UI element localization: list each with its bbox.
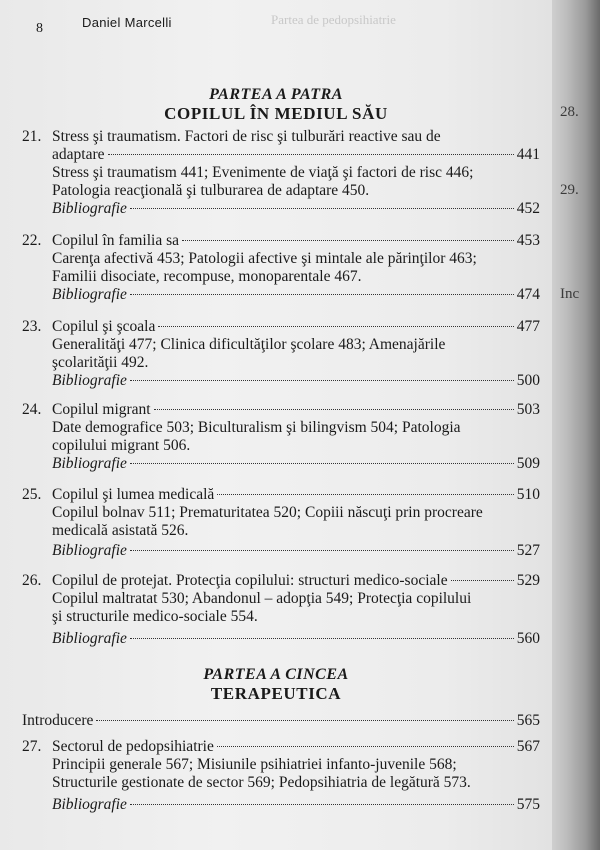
chapter-topics: Generalităţi 477; Clinica dificultăţilor şcolare 483; Amenajările bbox=[52, 336, 446, 353]
part-five-title: TERAPEUTICA bbox=[210, 684, 342, 703]
toc-entry-24 bbox=[22, 401, 540, 473]
show-through-text: Partea de pedopsihiatrie bbox=[271, 12, 396, 27]
chapter-page: 477 bbox=[516, 318, 540, 335]
page-number: 8 bbox=[36, 21, 43, 36]
bibliography-label: Bibliografie bbox=[52, 630, 127, 647]
chapter-topics: Stress şi traumatism 441; Evenimente de viaţă şi factori de risc 446; bbox=[52, 164, 474, 181]
chapter-topics-cont: şi structurile medico-sociale 554. bbox=[52, 608, 258, 625]
dot-leader bbox=[451, 580, 514, 581]
chapter-topics: Copilul bolnav 511; Prematuritatea 520; Copiii născuţi prin procreare bbox=[52, 504, 483, 521]
chapter-topics-cont: Structurile gestionate de sector 569; Pedopsihiatria de legătură 573. bbox=[52, 774, 471, 791]
bibliography-label: Bibliografie bbox=[52, 796, 127, 813]
bibliography-label: Bibliografie bbox=[52, 200, 127, 217]
dot-leader bbox=[96, 720, 513, 721]
chapter-topics-cont: copilului migrant 506. bbox=[52, 437, 191, 454]
bibliography-page: 452 bbox=[516, 200, 540, 217]
chapter-topics: Copilul maltratat 530; Abandonul – adopţia 549; Protecţia copilului bbox=[52, 590, 472, 607]
chapter-page: 503 bbox=[516, 401, 540, 418]
bibliography-label: Bibliografie bbox=[52, 286, 127, 303]
dot-leader bbox=[217, 494, 513, 495]
bibliography-page: 509 bbox=[516, 455, 540, 472]
chapter-page: 567 bbox=[516, 738, 540, 755]
chapter-title: Copilul migrant bbox=[52, 401, 151, 418]
chapter-number: 26. bbox=[22, 572, 42, 589]
running-head bbox=[36, 12, 516, 34]
chapter-topics: Date demografice 503; Biculturalism şi bilingvism 504; Patologia bbox=[52, 419, 461, 436]
chapter-title: Copilul de protejat. Protecţia copilului: structuri medico-sociale bbox=[52, 572, 448, 589]
adjacent-page-fragment: Inc bbox=[560, 286, 580, 302]
chapter-title: Sectorul de pedopsihiatrie bbox=[52, 738, 214, 755]
toc-entry-23 bbox=[22, 318, 540, 390]
chapter-number: 24. bbox=[22, 401, 42, 418]
part-four-title: COPILUL ÎN MEDIUL SĂU bbox=[164, 104, 388, 123]
dot-leader bbox=[130, 463, 514, 464]
dot-leader bbox=[130, 638, 514, 639]
chapter-page: 441 bbox=[516, 146, 540, 163]
chapter-title-cont: adaptare bbox=[52, 146, 105, 163]
chapter-topics-cont: medicală asistată 526. bbox=[52, 522, 189, 539]
dot-leader bbox=[130, 294, 514, 295]
chapter-title: Copilul în familia sa bbox=[52, 232, 179, 249]
bibliography-page: 500 bbox=[516, 372, 540, 389]
part-four-heading bbox=[0, 86, 552, 124]
author-name: Daniel Marcelli bbox=[82, 15, 172, 30]
bibliography-label: Bibliografie bbox=[52, 455, 127, 472]
chapter-title: Stress şi traumatism. Factori de risc şi tulburări reactive sau de bbox=[52, 128, 441, 145]
bibliography-label: Bibliografie bbox=[52, 372, 127, 389]
bibliography-page: 575 bbox=[516, 796, 540, 813]
toc-entry-21 bbox=[22, 128, 540, 218]
dot-leader bbox=[182, 240, 514, 241]
chapter-number: 22. bbox=[22, 232, 42, 249]
dot-leader bbox=[108, 154, 514, 155]
toc-entry-22 bbox=[22, 232, 540, 304]
bibliography-page: 474 bbox=[516, 286, 540, 303]
adjacent-page-fragment: 28. bbox=[560, 104, 579, 120]
dot-leader bbox=[158, 326, 513, 327]
chapter-page: 453 bbox=[516, 232, 540, 249]
part-five-heading bbox=[0, 666, 552, 704]
chapter-number: 21. bbox=[22, 128, 42, 145]
bibliography-label: Bibliografie bbox=[52, 542, 127, 559]
dot-leader bbox=[130, 208, 514, 209]
chapter-topics: Carenţa afectivă 453; Patologii afective şi mintale ale părinţilor 463; bbox=[52, 250, 477, 267]
chapter-number: 23. bbox=[22, 318, 42, 335]
part-four-label: PARTEA A PATRA bbox=[209, 86, 343, 103]
introduction-page: 565 bbox=[516, 712, 540, 729]
toc-entry-27 bbox=[22, 738, 540, 814]
dot-leader bbox=[130, 550, 514, 551]
introduction-title: Introducere bbox=[22, 712, 94, 729]
chapter-page: 529 bbox=[516, 572, 540, 589]
bibliography-page: 560 bbox=[516, 630, 540, 647]
chapter-topics-cont: Familii disociate, recompuse, monoparentale 467. bbox=[52, 268, 362, 285]
bibliography-page: 527 bbox=[516, 542, 540, 559]
chapter-page: 510 bbox=[516, 486, 540, 503]
adjacent-page-edge bbox=[552, 0, 600, 850]
dot-leader bbox=[130, 380, 514, 381]
chapter-number: 25. bbox=[22, 486, 42, 503]
dot-leader bbox=[154, 409, 514, 410]
toc-entry-introduction bbox=[22, 712, 540, 730]
chapter-number: 27. bbox=[22, 738, 42, 755]
dot-leader bbox=[130, 804, 514, 805]
part-five-label: PARTEA A CINCEA bbox=[203, 666, 349, 683]
chapter-title: Copilul şi lumea medicală bbox=[52, 486, 215, 503]
toc-entry-25 bbox=[22, 486, 540, 560]
chapter-title: Copilul şi şcoala bbox=[52, 318, 156, 335]
dot-leader bbox=[217, 746, 514, 747]
chapter-topics: Principii generale 567; Misiunile psihiatriei infanto-juvenile 568; bbox=[52, 756, 457, 773]
toc-entry-26 bbox=[22, 572, 540, 648]
chapter-topics-cont: şcolarităţii 492. bbox=[52, 354, 149, 371]
adjacent-page-fragment: 29. bbox=[560, 182, 579, 198]
chapter-topics-cont: Patologia reacţională şi tulburarea de adaptare 450. bbox=[52, 182, 370, 199]
